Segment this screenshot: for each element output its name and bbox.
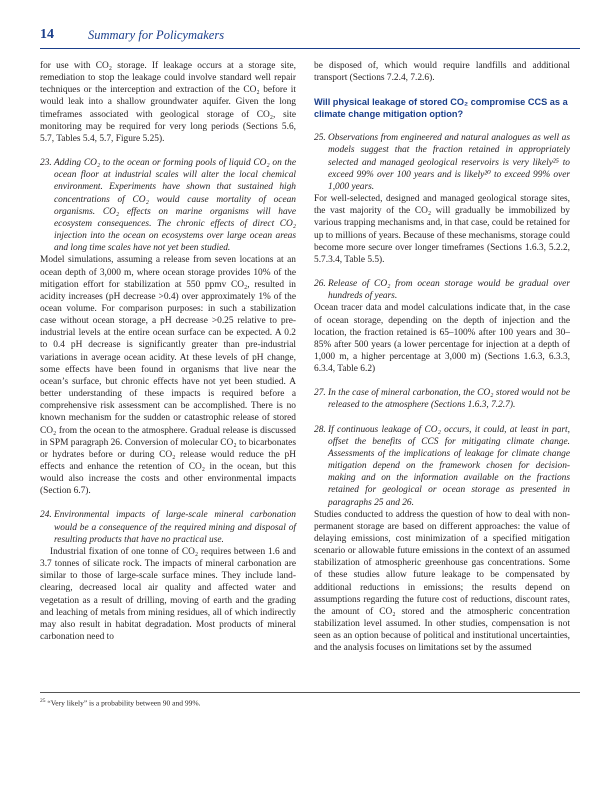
section-question: Will physical leakage of stored CO₂ compromise CCS as a climate change mitigation option? <box>314 97 568 120</box>
page-number: 14 <box>40 27 54 42</box>
paragraph: Model simulations, assuming a release from seven locations at an ocean depth of 3,000 m, where ocean storage provides 10% of the mitigation effort for stabilization at 550 ppmv CO₂, resulted in acidity increases (pH decrease >0.4) over approximately 1% of the ocean volume. For comparison purposes: in such a stabilization case without ocean storage, a pH decrease >0.25 relative to pre-industrial levels at the entire ocean surface can be expected. A 0.2 to 0.4 pH decrease is significantly greater than pre-industrial variations in average ocean acidity. At these levels of pH change, some effects have been found in organisms that live near the ocean’s surface, but chronic effects have not yet been studied. A better understanding of these impacts is required before a comprehensive risk assessment can be accomplished. There is no known mechanism for the sudden or catastrophic release of stored CO₂ from the ocean to the atmosphere. Gradual release is discussed in SPM paragraph 26. Conversion of molecular CO₂ to bicarbonates or hydrates before or during CO₂ release would reduce the pH effects and enhance the retention of CO₂ in the ocean, but this would also increase the costs and other environmental impacts (Section 6.7). <box>40 255 296 497</box>
item-text: Observations from engineered and natural analogues as well as models suggest that the fraction retained in appropriately selected and managed geological reservoirs is very likely²⁵ to exceed 99% over 100 years and is likely²⁰ to exceed 99% over 1,000 years. <box>328 133 570 192</box>
item-27 <box>314 387 570 411</box>
item-number: 26. <box>314 279 326 290</box>
item-text: Release of CO₂ from ocean storage would be gradual over hundreds of years. <box>328 279 570 302</box>
footnote-mark: 25 <box>40 698 46 704</box>
paragraph: Studies conducted to address the question of how to deal with non-permanent storage are based on different approaches: the value of delaying emissions, cost minimization of a specified mitigation scenario or allowable future emissions in the context of an assumed stabilization of atmospheric greenhouse gas concentrations. Some of these studies allow future leakage to be compensated by additional reductions in emissions; the results depend on assumptions regarding the future cost of reductions, discount rates, the amount of CO₂ stored and the atmospheric concentration stabilization level assumed. In other studies, compensation is not seen as an option because of political and institutional uncertainties, and the analysis focuses on limitations set by the assumed <box>314 509 570 654</box>
item-23 <box>40 157 296 254</box>
item-text: Environmental impacts of large-scale mineral carbonation would be a consequence of the required mining and disposal of resulting products that have no practical use. <box>54 510 296 545</box>
page-header <box>40 27 580 47</box>
item-text: If continuous leakage of CO₂ occurs, it could, at least in part, offset the benefits of CCS for mitigating climate change. Assessments of the implications of leakage for climate change mitigation depend on the framework chosen for decision-making and on the information available on the fractions retained for geological or ocean storage as presented in paragraphs 25 and 26. <box>328 424 570 508</box>
item-text: In the case of mineral carbonation, the CO₂ stored would not be released to the atmosphere (Sections 1.6.3, 7.2.7). <box>328 388 570 411</box>
right-column <box>314 60 570 655</box>
footnote-text: “Very likely” is a probability between 90 and 99%. <box>47 698 201 708</box>
header-rule <box>40 48 580 49</box>
footnote <box>40 698 580 708</box>
item-number: 23. <box>40 158 52 169</box>
item-text: Adding CO₂ to the ocean or forming pools of liquid CO₂ on the ocean floor at industrial scales will alter the local chemical environment. Experiments have shown that sustained high concentrations of CO₂ would cause mortality of ocean organisms. CO₂ effects on marine organisms will have ecosystem consequences. The chronic effects of direct CO₂ injection into the ocean on ecosystems over large ocean areas and long time scales have not yet been studied. <box>54 158 296 254</box>
paragraph: Industrial fixation of one tonne of CO₂ requires between 1.6 and 3.7 tonnes of silicate rock. The impacts of mineral carbonation are similar to those of large-scale surface mines. They include land-clearing, decreased local air quality and affected water and vegetation as a result of drilling, moving of earth and the grading and leaching of metals from mining residues, all of which indirectly may also result in habitat degradation. Most products of mineral carbonation need to <box>40 546 296 643</box>
paragraph: for use with CO₂ storage. If leakage occurs at a storage site, remediation to stop the leakage could involve standard well repair techniques or the interception and extraction of the CO₂ before it would leak into a shallow groundwater aquifer. Given the long timeframes associated with geological storage of CO₂, site monitoring may be required for very long periods (Sections 5.6, 5.7, Tables 5.4, 5.7, Figure 5.25). <box>40 61 296 144</box>
running-title: Summary for Policymakers <box>88 28 225 42</box>
item-number: 24. <box>40 510 52 521</box>
item-number: 25. <box>314 133 326 144</box>
item-25 <box>314 132 570 193</box>
paragraph: Ocean tracer data and model calculations indicate that, in the case of ocean storage, depending on the depth of injection and the location, the fraction retained is 65–100% after 100 years and 30–85% after 500 years (a lower percentage for injection at a depth of 1,000 m, a higher percentage at 3,000 m) (Sections 1.6.3, 6.3.3, 6.3.4, Table 6.2) <box>314 303 570 375</box>
item-26 <box>314 278 570 302</box>
paragraph: For well-selected, designed and managed geological storage sites, the vast majority of the CO₂ will gradually be immobilized by various trapping mechanisms and, in that case, could be retained for up to millions of years. Because of these mechanisms, storage could become more secure over longer timeframes (Sections 1.6.3, 5.2.2, 5.7.3.4, Table 5.5). <box>314 194 570 265</box>
paragraph: be disposed of, which would require landfills and additional transport (Sections 7.2.4, 7.2.6). <box>314 61 570 84</box>
left-column <box>40 60 296 643</box>
item-24 <box>40 509 296 545</box>
item-number: 28. <box>314 424 326 435</box>
footnote-rule <box>40 692 580 693</box>
item-28 <box>314 424 570 509</box>
item-number: 27. <box>314 388 326 399</box>
